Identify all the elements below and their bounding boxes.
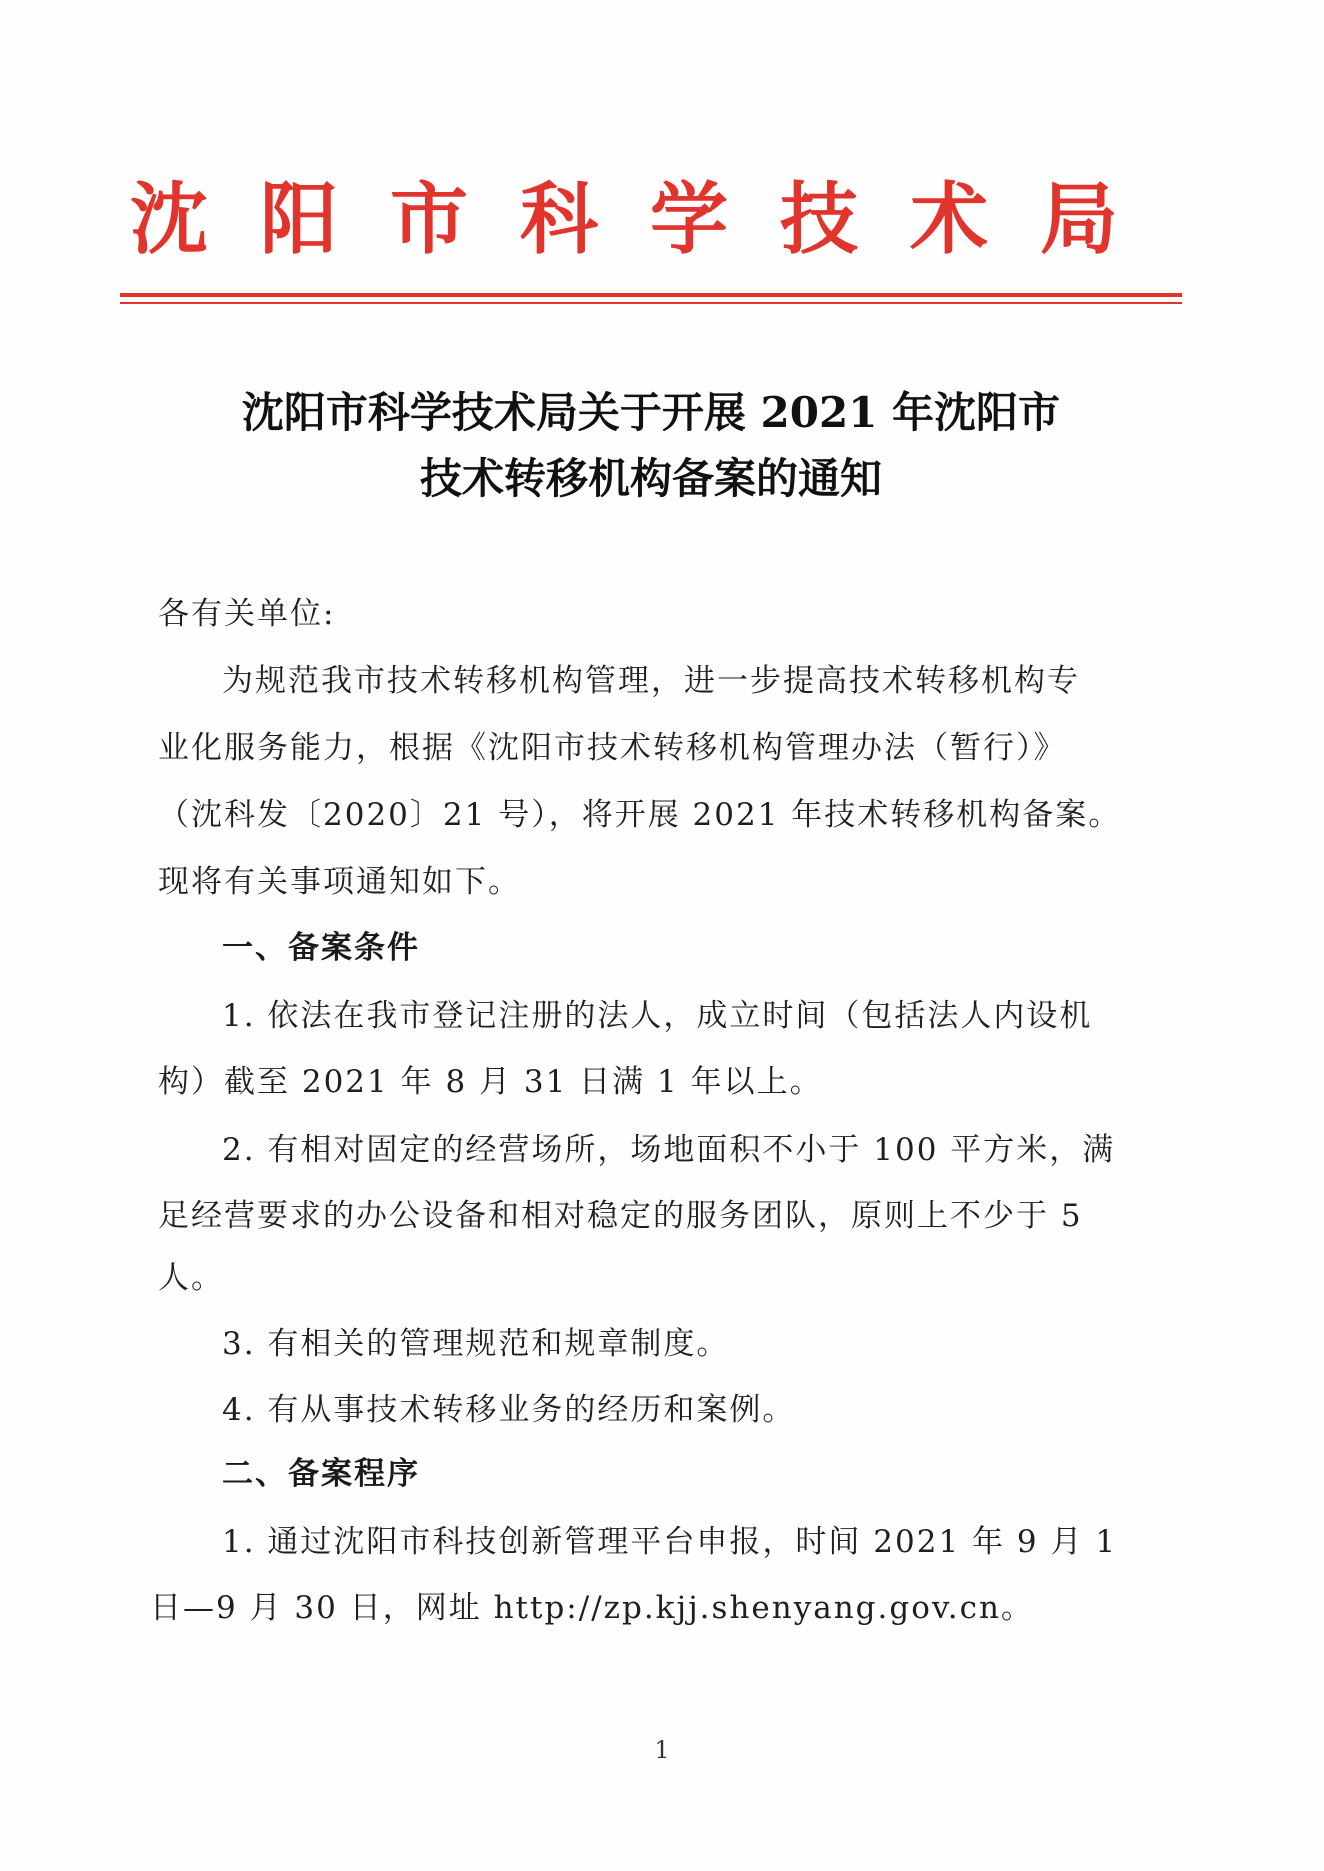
section-1-heading: 一、备案条件 [222, 930, 420, 966]
salutation: 各有关单位: [158, 596, 336, 632]
intro-line: 现将有关事项通知如下。 [158, 864, 521, 900]
intro-line: 业化服务能力，根据《沈阳市技术转移机构管理办法（暂行）》 [158, 730, 1067, 766]
section-1-item-3: 3. 有相关的管理规范和规章制度。 [222, 1326, 730, 1362]
section-1-item-1-line: 构）截至 2021 年 8 月 31 日满 1 年以上。 [158, 1064, 823, 1100]
intro-line: （沈科发〔2020〕21 号），将开展 2021 年技术转移机构备案。 [158, 797, 1122, 833]
section-1-item-2-line: 人。 [158, 1260, 224, 1296]
letterhead-red-rule-thick [120, 293, 1182, 297]
section-1-item-2-line: 足经营要求的办公设备和相对稳定的服务团队，原则上不少于 5 [158, 1198, 1083, 1234]
page-number: 1 [654, 1736, 670, 1764]
section-1-item-1-line: 1. 依法在我市登记注册的法人，成立时间（包括法人内设机 [222, 998, 1093, 1034]
letterhead-org-name: 沈阳市科学技术局 [129, 174, 1170, 265]
intro-line: 为规范我市技术转移机构管理，进一步提高技术转移机构专 [222, 663, 1080, 699]
section-2-item-1-line: 1. 通过沈阳市科技创新管理平台申报，时间 2021 年 9 月 1 [222, 1524, 1118, 1560]
notice-title-line-1: 沈阳市科学技术局关于开展 2021 年沈阳市 [241, 388, 1061, 437]
section-2-item-1-line: 日—9 月 30 日，网址 http://zp.kjj.shenyang.gov.cn。 [150, 1590, 1034, 1626]
section-2-heading: 二、备案程序 [222, 1456, 420, 1492]
section-1-item-2-line: 2. 有相对固定的经营场所，场地面积不小于 100 平方米，满 [222, 1132, 1116, 1168]
letterhead-red-rule-thin [120, 302, 1182, 304]
notice-title-line-2: 技术转移机构备案的通知 [419, 454, 882, 503]
section-1-item-4: 4. 有从事技术转移业务的经历和案例。 [222, 1392, 796, 1428]
